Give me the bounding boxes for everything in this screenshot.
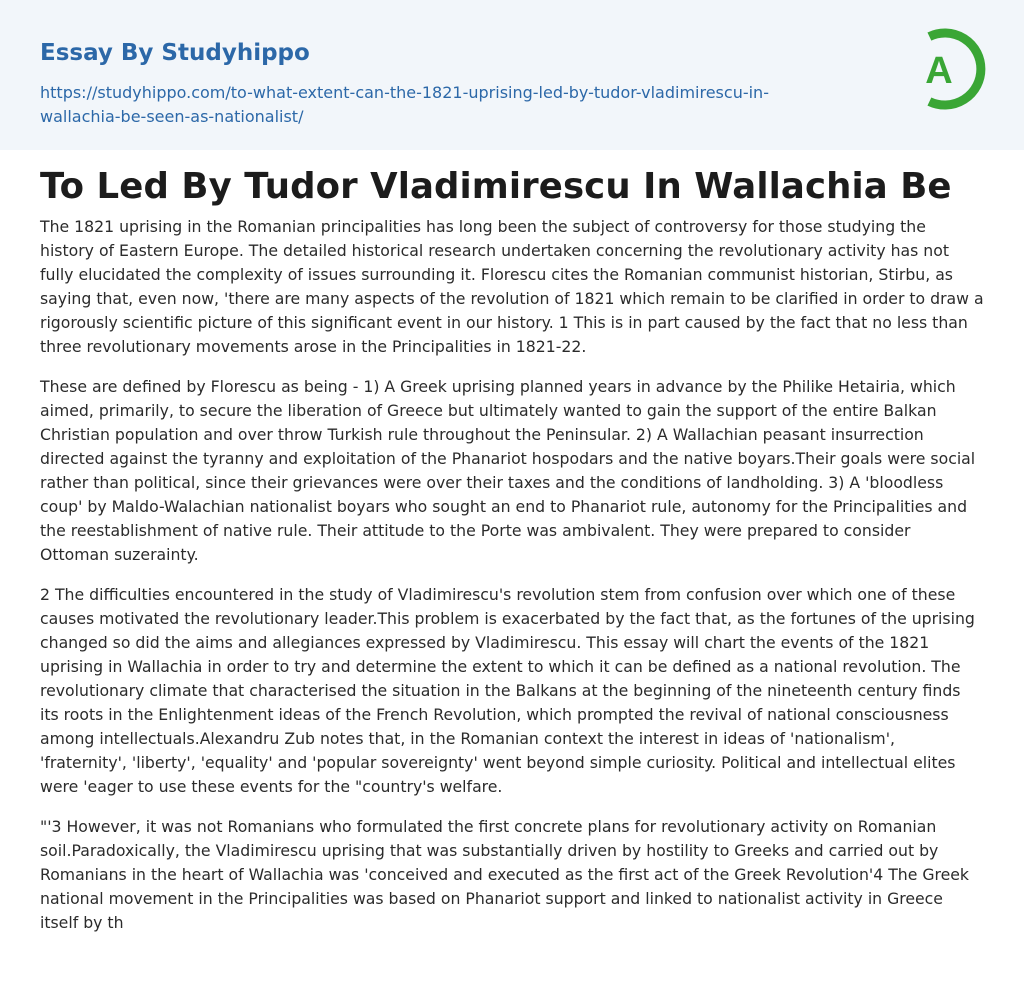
site-brand[interactable]: Essay By Studyhippo (40, 40, 310, 66)
studyhippo-logo-icon[interactable] (905, 26, 989, 118)
page-title: To Led By Tudor Vladimirescu In Wallachia Be (40, 166, 952, 207)
essay-paragraph: The 1821 uprising in the Romanian principalities has long been the subject of controversy for those studying the history of Eastern Europe. The detailed historical research undertaken concerning the revolutionary activity has not fully elucidated the complexity of issues surrounding it. Florescu cites the Romanian communist historian, Stirbu, as saying that, even now, 'there are many aspects of the revolution of 1821 which remain to be clarified in order to draw a rigorously scientific picture of this significant event in our history. 1 This is in part caused by the fact that no less than three revolutionary movements arose in the Principalities in 1821-22. (40, 217, 984, 356)
essay-url-link[interactable]: https://studyhippo.com/to-what-extent-can-the-1821-uprising-led-by-tudor-vladimirescu-in-wallachia-be-seen-as-nationalist/ (40, 83, 769, 126)
essay-paragraph: "'3 However, it was not Romanians who formulated the first concrete plans for revolutionary activity on Romanian soil.Paradoxically, the Vladimirescu uprising that was substantially driven by hostility to Greeks and carried out by Romanians in the heart of Wallachia was 'conceived and executed as the first act of the Greek Revolution'4 The Greek national movement in the Principalities was based on Phanariot support and linked to nationalist activity in Greece itself by th (40, 817, 970, 932)
essay-paragraph: 2 The difficulties encountered in the study of Vladimirescu's revolution stem from confusion over which one of these causes motivated the revolutionary leader.This problem is exacerbated by the fact that, as the fortunes of the uprising changed so did the aims and allegiances expressed by Vladimirescu. This essay will chart the events of the 1821 uprising in Wallachia in order to try and determine the extent to which it can be defined as a national revolution. The revolutionary climate that characterised the situation in the Balkans at the beginning of the nineteenth century finds its roots in the Enlightenment ideas of the French Revolution, which prompted the revival of national consciousness among intellectuals.Alexandru Zub notes that, in the Romanian context the interest in ideas of 'nationalism', 'fraternity', 'liberty', 'equality' and 'popular sovereignty' went beyond simple curiosity. Political and intellectual elites were 'eager to use these events for the "country's welfare. (40, 585, 975, 796)
site-header (0, 0, 1024, 150)
essay-body (40, 215, 984, 951)
essay-paragraph: These are defined by Florescu as being - 1) A Greek uprising planned years in advance by the Philike Hetairia, which aimed, primarily, to secure the liberation of Greece but ultimately wanted to gain the support of the entire Balkan Christian population and over throw Turkish rule throughout the Peninsular. 2) A Wallachian peasant insurrection directed against the tyranny and exploitation of the Phanariot hospodars and the native boyars.Their goals were social rather than political, since their grievances were over their taxes and the conditions of landholding. 3) A 'bloodless coup' by Maldo-Walachian nationalist boyars who sought an end to Phanariot rule, autonomy for the Principalities and the reestablishment of native rule. Their attitude to the Porte was ambivalent. They were prepared to consider Ottoman suzerainty. (40, 377, 976, 564)
logo-letter: A (925, 50, 953, 92)
